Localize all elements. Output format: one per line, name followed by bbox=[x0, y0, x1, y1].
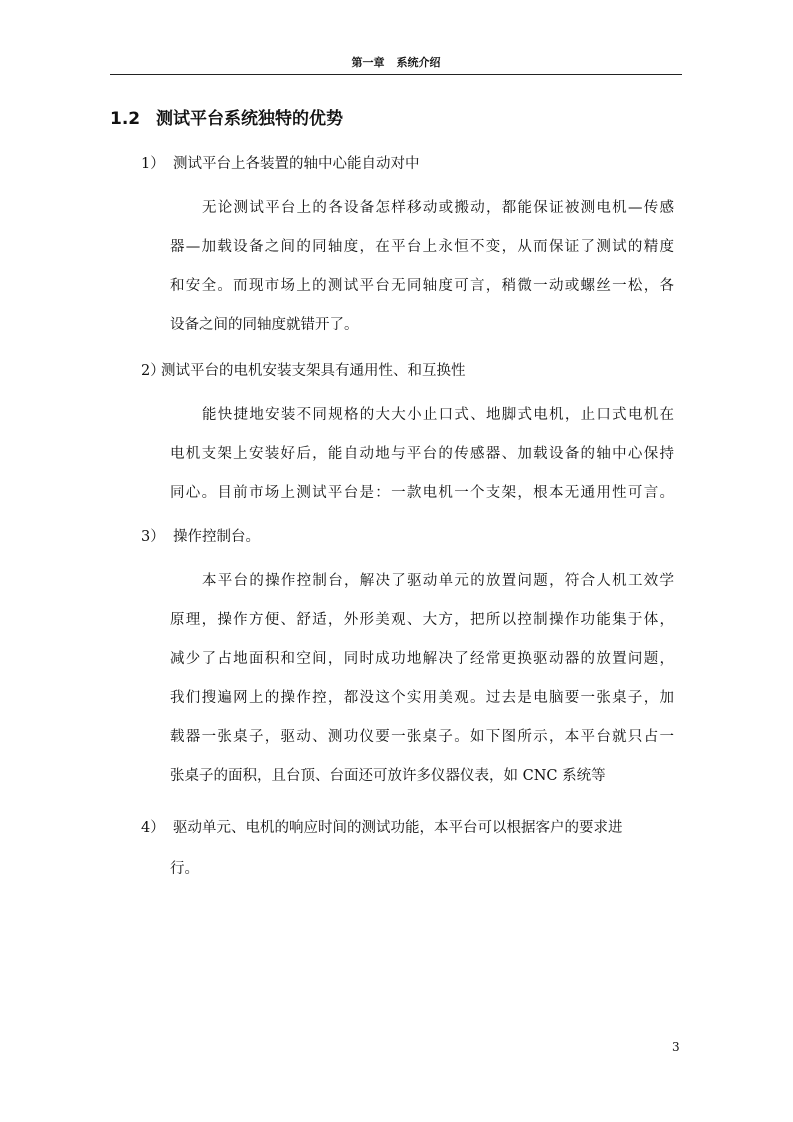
item-3-number: 3） bbox=[141, 529, 165, 545]
paragraph-line: 电机支架上安装好后，能自动地与平台的传感器、加载设备的轴中心保持 bbox=[170, 446, 674, 462]
item-2-heading bbox=[141, 361, 466, 381]
section-title: 测试平台系统独特的优势 bbox=[156, 109, 343, 129]
header-title: 系统介绍 bbox=[396, 56, 441, 69]
item-3-heading bbox=[141, 527, 260, 547]
paragraph-line: 载器一张桌子，驱动、测功仪要一张桌子。如下图所示，本平台就只占一 bbox=[170, 729, 674, 745]
paragraph-line: 器—加载设备之间的同轴度，在平台上永恒不变，从而保证了测试的精度 bbox=[170, 239, 674, 255]
item-4-heading bbox=[141, 818, 674, 838]
paragraph-line: 我们搜遍网上的操作控，都没这个实用美观。过去是电脑要一张桌子，加 bbox=[170, 690, 674, 706]
paragraph-line: 减少了占地面积和空间，同时成功地解决了经常更换驱动器的放置问题， bbox=[170, 651, 674, 667]
item-1-title: 测试平台上各装置的轴中心能自动对中 bbox=[173, 156, 420, 172]
item-4-number: 4） bbox=[141, 820, 165, 836]
paragraph-line: 无论测试平台上的各设备怎样移动或搬动，都能保证被测电机—传感 bbox=[202, 200, 674, 216]
item-4-paragraph bbox=[170, 850, 674, 889]
item-4-title: 驱动单元、电机的响应时间的测试功能，本平台可以根据客户的要求进 bbox=[173, 820, 623, 836]
item-1-heading bbox=[141, 154, 420, 174]
paragraph-line: 原理，操作方便、舒适，外形美观、大方，把所以控制操作功能集于体， bbox=[170, 612, 674, 628]
paragraph-line: 和安全。而现市场上的测试平台无同轴度可言，稍微一动或螺丝一松，各 bbox=[170, 278, 674, 294]
section-number: 1.2 bbox=[110, 109, 141, 129]
paragraph-line: 能快捷地安装不同规格的大大小止口式、地脚式电机，止口式电机在 bbox=[202, 407, 674, 423]
paragraph-line: 同心。目前市场上测试平台是：一款电机一个支架，根本无通用性可言。 bbox=[170, 485, 674, 501]
item-2-number: 2） bbox=[141, 363, 165, 379]
running-header bbox=[110, 52, 682, 75]
item-3-paragraph bbox=[170, 562, 674, 796]
paragraph-line: 本平台的操作控制台，解决了驱动单元的放置问题，符合人机工效学 bbox=[202, 573, 674, 589]
section-heading bbox=[110, 104, 343, 129]
paragraph-line: 行。 bbox=[170, 861, 199, 877]
paragraph-line: 设备之间的同轴度就错开了。 bbox=[170, 317, 359, 333]
page-number: 3 bbox=[672, 1040, 680, 1054]
item-3-title: 操作控制台。 bbox=[173, 529, 260, 545]
item-1-number: 1） bbox=[141, 156, 165, 172]
item-1-paragraph bbox=[170, 189, 674, 345]
item-2-paragraph bbox=[170, 396, 674, 513]
paragraph-line: 张桌子的面积，且台顶、台面还可放许多仪器仪表，如 CNC 系统等 bbox=[170, 768, 606, 784]
header-chapter: 第一章 bbox=[351, 56, 385, 69]
item-2-title: 测试平台的电机安装支架具有通用性、和互换性 bbox=[161, 363, 466, 379]
